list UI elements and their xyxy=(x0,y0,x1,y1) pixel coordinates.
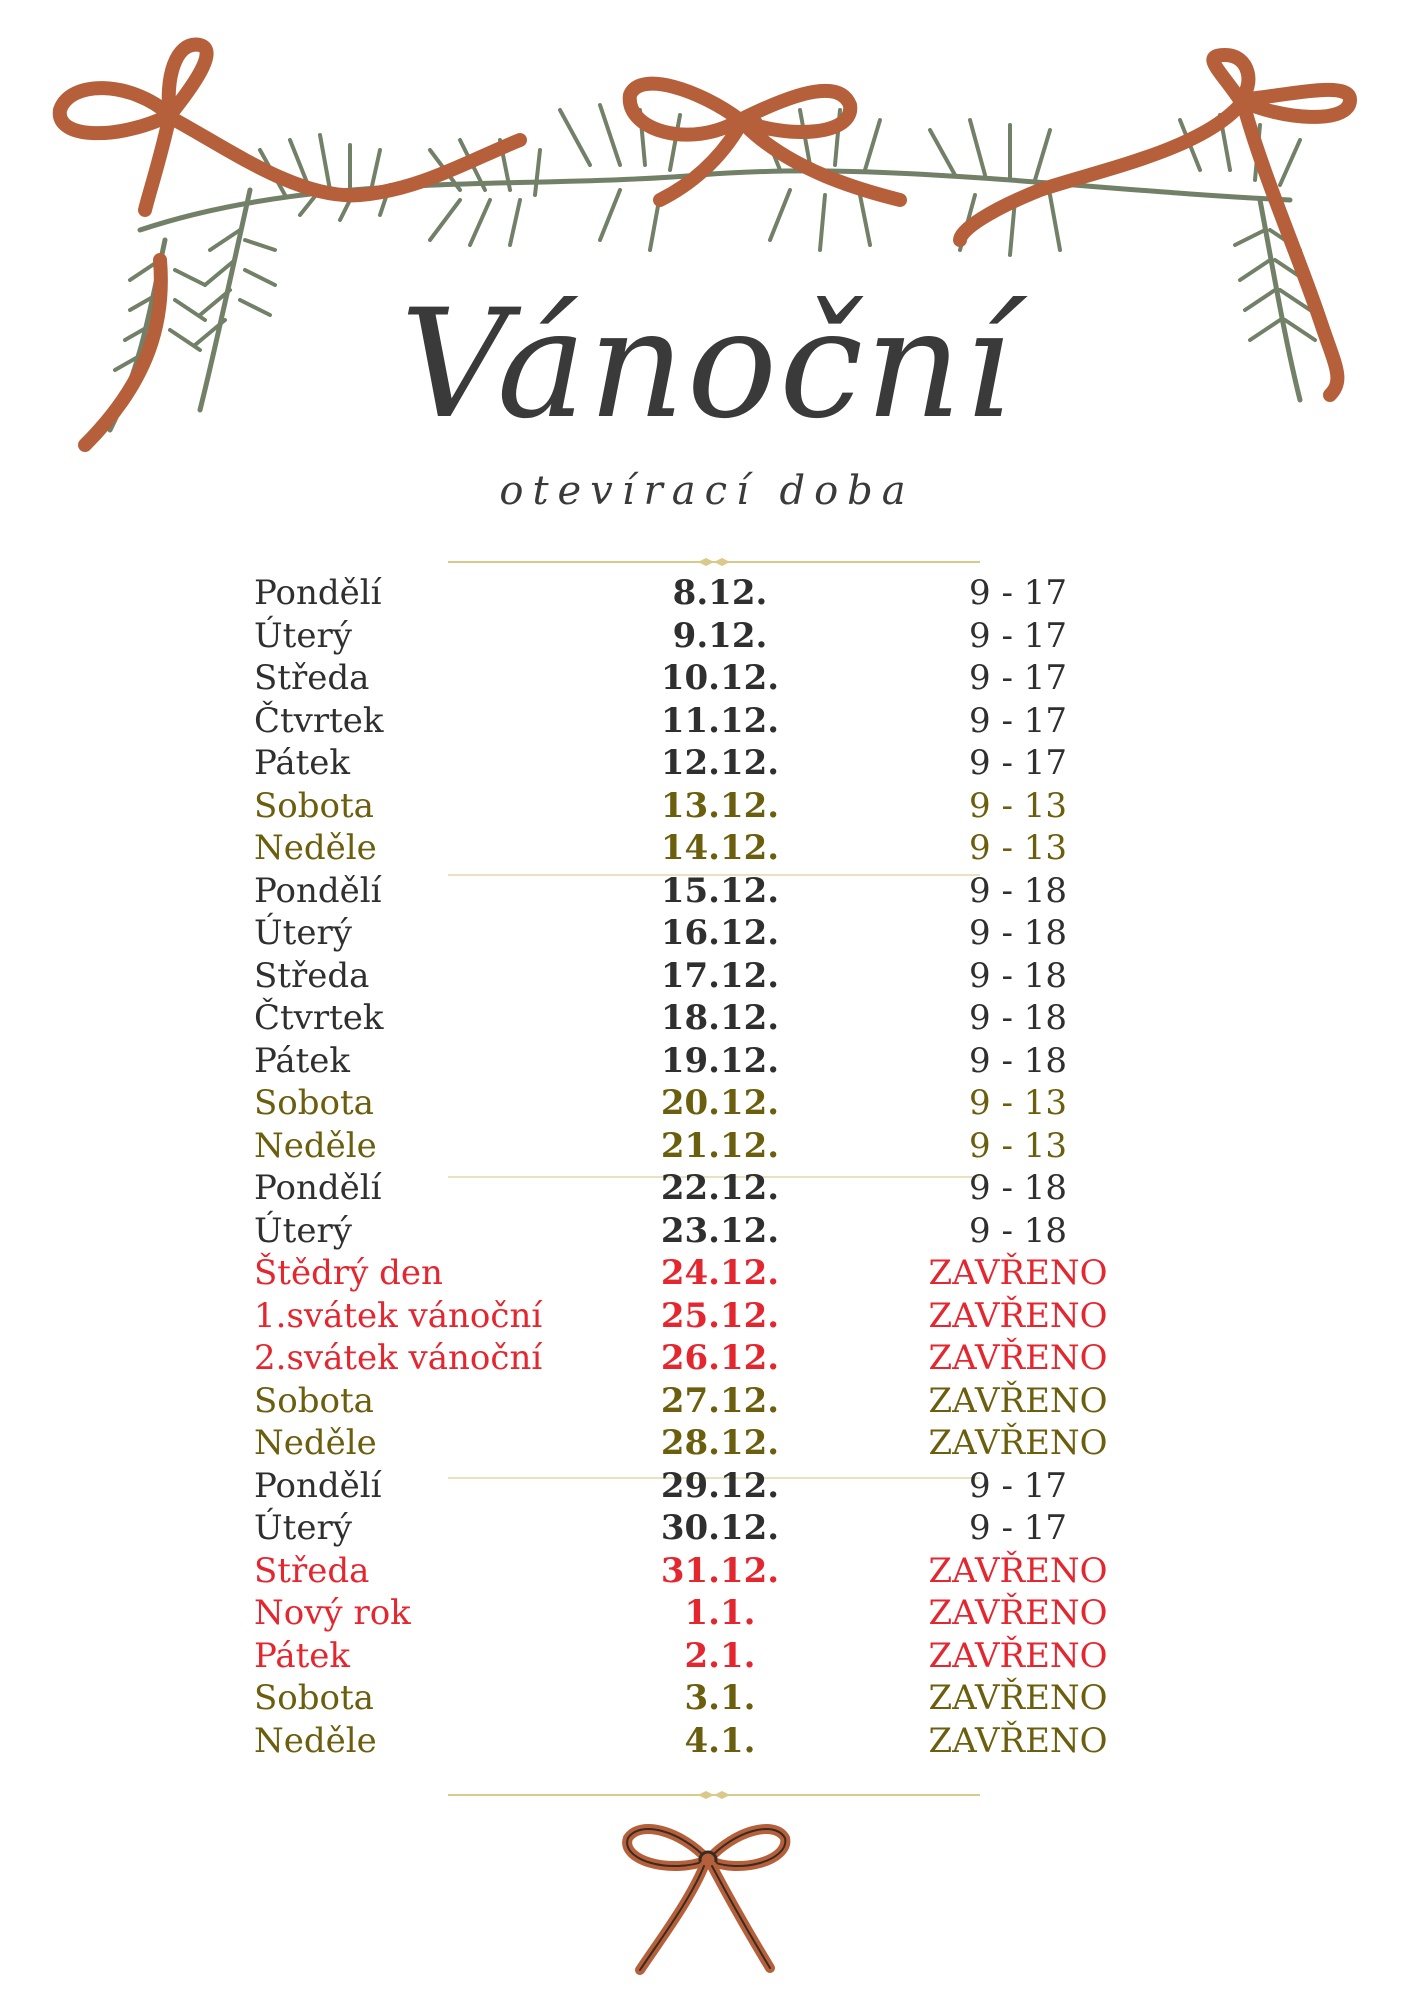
schedule-row xyxy=(0,785,1414,828)
hours-label: 9 - 18 xyxy=(969,1210,1067,1251)
date-label: 11.12. xyxy=(660,700,780,741)
day-label: Středa xyxy=(254,658,370,698)
day-label: Sobota xyxy=(254,1083,374,1123)
hours-label: 9 - 18 xyxy=(969,1040,1067,1081)
date-label: 8.12. xyxy=(672,573,768,613)
hours-label: 9 - 13 xyxy=(969,1083,1067,1123)
date-label: 26.12. xyxy=(660,1338,780,1378)
hours-label: 9 - 18 xyxy=(969,998,1067,1038)
day-label: Úterý xyxy=(254,913,352,953)
hours-label: ZAVŘENO xyxy=(928,1253,1108,1293)
hours-label: 9 - 18 xyxy=(969,955,1067,996)
schedule-row xyxy=(0,1720,1414,1763)
schedule-row xyxy=(0,1337,1414,1380)
hours-label: ZAVŘENO xyxy=(928,1720,1108,1761)
schedule-row xyxy=(0,700,1414,743)
day-label: Středa xyxy=(254,1550,370,1591)
schedule-row xyxy=(0,1465,1414,1508)
day-label: Středa xyxy=(254,955,370,996)
date-label: 29.12. xyxy=(660,1465,780,1506)
schedule-row xyxy=(0,615,1414,658)
date-label: 12.12. xyxy=(660,743,780,783)
hours-label: 9 - 18 xyxy=(969,913,1067,953)
day-label: Pondělí xyxy=(254,870,382,911)
schedule-row xyxy=(0,997,1414,1040)
date-label: 30.12. xyxy=(660,1508,780,1548)
hours-label: 9 - 13 xyxy=(969,1125,1067,1166)
day-label: Úterý xyxy=(254,615,352,656)
hours-label: 9 - 17 xyxy=(969,658,1067,698)
date-label: 10.12. xyxy=(660,658,780,698)
page-title: Vánoční xyxy=(400,278,1014,452)
hours-label: 9 - 17 xyxy=(969,1465,1067,1506)
date-label: 4.1. xyxy=(684,1720,756,1761)
date-label: 3.1. xyxy=(684,1678,756,1718)
date-label: 22.12. xyxy=(660,1168,780,1208)
hours-label: ZAVŘENO xyxy=(928,1380,1108,1421)
hours-label: ZAVŘENO xyxy=(928,1338,1108,1378)
day-label: Pátek xyxy=(254,1635,351,1676)
date-label: 19.12. xyxy=(660,1040,780,1081)
gold-divider xyxy=(448,557,980,567)
day-label: Štědrý den xyxy=(254,1253,443,1293)
day-label: Nový rok xyxy=(254,1593,411,1633)
schedule-row xyxy=(0,742,1414,785)
schedule-row xyxy=(0,1677,1414,1720)
schedule-row xyxy=(0,1040,1414,1083)
day-label: Neděle xyxy=(254,1423,377,1463)
schedule-row xyxy=(0,1550,1414,1593)
day-label: Pondělí xyxy=(254,1465,382,1506)
day-label: Neděle xyxy=(254,1720,377,1761)
hours-label: 9 - 17 xyxy=(969,573,1067,613)
schedule-row xyxy=(0,870,1414,913)
hours-label: 9 - 17 xyxy=(969,615,1067,656)
day-label: 2.svátek vánoční xyxy=(254,1338,543,1378)
schedule-row xyxy=(0,1167,1414,1210)
date-label: 2.1. xyxy=(684,1635,756,1676)
ribbon-bow-icon xyxy=(620,1820,796,1975)
hours-label: ZAVŘENO xyxy=(928,1550,1108,1591)
hours-label: ZAVŘENO xyxy=(928,1593,1108,1633)
day-label: Sobota xyxy=(254,785,374,826)
date-label: 24.12. xyxy=(660,1253,780,1293)
date-label: 21.12. xyxy=(660,1125,780,1166)
date-label: 14.12. xyxy=(660,828,780,868)
schedule-row xyxy=(0,1422,1414,1465)
schedule-row xyxy=(0,1210,1414,1253)
hours-label: 9 - 13 xyxy=(969,828,1067,868)
day-label: 1.svátek vánoční xyxy=(254,1295,543,1336)
schedule-row xyxy=(0,827,1414,870)
schedule-row xyxy=(0,1380,1414,1423)
page-subtitle: otevírací doba xyxy=(499,468,915,514)
day-label: Pondělí xyxy=(254,573,382,613)
hours-label: 9 - 17 xyxy=(969,700,1067,741)
schedule-row xyxy=(0,1592,1414,1635)
day-label: Pátek xyxy=(254,743,351,783)
day-label: Čtvrtek xyxy=(254,998,384,1038)
gold-divider xyxy=(448,1790,980,1800)
hours-label: ZAVŘENO xyxy=(928,1635,1108,1676)
date-label: 9.12. xyxy=(672,615,768,656)
schedule-row xyxy=(0,1082,1414,1125)
schedule-row xyxy=(0,912,1414,955)
hours-label: ZAVŘENO xyxy=(928,1678,1108,1718)
hours-label: ZAVŘENO xyxy=(928,1295,1108,1336)
day-label: Pondělí xyxy=(254,1168,382,1208)
schedule-row xyxy=(0,1635,1414,1678)
date-label: 20.12. xyxy=(660,1083,780,1123)
schedule-row xyxy=(0,1125,1414,1168)
day-label: Sobota xyxy=(254,1678,374,1718)
day-label: Neděle xyxy=(254,1125,377,1166)
day-label: Neděle xyxy=(254,828,377,868)
date-label: 28.12. xyxy=(660,1423,780,1463)
day-label: Sobota xyxy=(254,1380,374,1421)
schedule-row xyxy=(0,572,1414,615)
day-label: Úterý xyxy=(254,1210,352,1251)
date-label: 25.12. xyxy=(660,1295,780,1336)
date-label: 18.12. xyxy=(660,998,780,1038)
day-label: Čtvrtek xyxy=(254,700,384,741)
date-label: 13.12. xyxy=(660,785,780,826)
date-label: 1.1. xyxy=(684,1593,756,1633)
hours-label: 9 - 18 xyxy=(969,870,1067,911)
hours-label: ZAVŘENO xyxy=(928,1423,1108,1463)
schedule-row xyxy=(0,1507,1414,1550)
day-label: Pátek xyxy=(254,1040,351,1081)
schedule-row xyxy=(0,955,1414,998)
date-label: 17.12. xyxy=(660,955,780,996)
date-label: 15.12. xyxy=(660,870,780,911)
schedule-row xyxy=(0,1252,1414,1295)
schedule-row xyxy=(0,657,1414,700)
hours-label: 9 - 17 xyxy=(969,1508,1067,1548)
hours-label: 9 - 17 xyxy=(969,743,1067,783)
hours-label: 9 - 18 xyxy=(969,1168,1067,1208)
date-label: 23.12. xyxy=(660,1210,780,1251)
schedule-row xyxy=(0,1295,1414,1338)
date-label: 16.12. xyxy=(660,913,780,953)
hours-label: 9 - 13 xyxy=(969,785,1067,826)
date-label: 31.12. xyxy=(660,1550,780,1591)
day-label: Úterý xyxy=(254,1508,352,1548)
date-label: 27.12. xyxy=(660,1380,780,1421)
